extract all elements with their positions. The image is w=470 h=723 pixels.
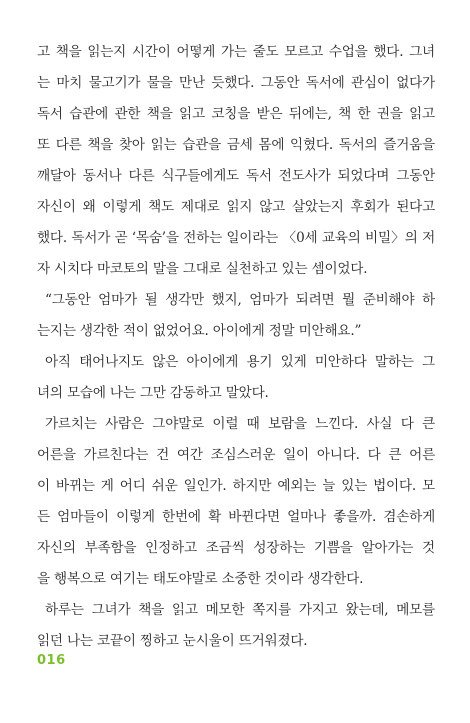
text-line: 자 시치다 마코토의 말을 그대로 실천하고 있는 셈이었다. xyxy=(37,261,368,277)
text-line: 아직 태어나지도 않은 아이에게 용기 있게 미안하다 말하는 그 xyxy=(45,354,435,370)
text-line: 또 다른 책을 찾아 읽는 습관을 금세 몸에 익혔다. 독서의 즐거움을 xyxy=(37,137,435,153)
text-line: 자신이 왜 이렇게 책도 제대로 읽지 않고 살았는지 후회가 된다고 xyxy=(37,199,435,215)
text-line: 녀의 모습에 나는 그만 감동하고 말았다. xyxy=(37,385,269,401)
text-line: 든 엄마들이 이렇게 한번에 확 바뀐다면 얼마나 좋을까. 겸손하게 xyxy=(37,509,435,525)
text-line: 깨달아 동서나 다른 식구들에게도 독서 전도사가 되었다며 그동안 xyxy=(37,168,435,184)
text-line: 어른을 가르친다는 건 여간 조심스러운 일이 아니다. 다 큰 어른 xyxy=(37,447,435,463)
page-number: 016 xyxy=(37,653,66,668)
text-line: “그동안 엄마가 될 생각만 했지, 엄마가 되려면 뭘 준비해야 하 xyxy=(45,292,435,308)
text-line: 하루는 그녀가 책을 읽고 메모한 쪽지를 가지고 왔는데, 메모를 xyxy=(45,602,435,618)
text-line: 읽던 나는 코끝이 찡하고 눈시울이 뜨거워졌다. xyxy=(37,633,308,649)
text-line: 독서 습관에 관한 책을 읽고 코칭을 받은 뒤에는, 책 한 권을 읽고 xyxy=(37,106,435,122)
text-line: 고 책을 읽는지 시간이 어떻게 가는 줄도 모르고 수업을 했다. 그녀 xyxy=(37,44,435,60)
text-line: 가르치는 사람은 그야말로 이럴 때 보람을 느낀다. 사실 다 큰 xyxy=(45,416,435,432)
text-line: 는 마치 물고기가 물을 만난 듯했다. 그동안 독서에 관심이 없다가 xyxy=(37,75,435,91)
body-text xyxy=(37,37,435,657)
text-line: 을 행복으로 여기는 태도야말로 소중한 것이라 생각한다. xyxy=(37,571,364,587)
text-line: 자신의 부족함을 인정하고 조금씩 성장하는 기쁨을 알아가는 것 xyxy=(37,540,435,556)
text-line: 이 바뀌는 게 어디 쉬운 일인가. 하지만 예외는 늘 있는 법이다. 모 xyxy=(37,478,435,494)
text-line: 는지는 생각한 적이 없었어요. 아이에게 정말 미안해요.” xyxy=(37,323,362,339)
text-line: 했다. 독서가 곧 ‘목숨’을 전하는 일이라는 〈0세 교육의 비밀〉의 저 xyxy=(37,230,435,246)
